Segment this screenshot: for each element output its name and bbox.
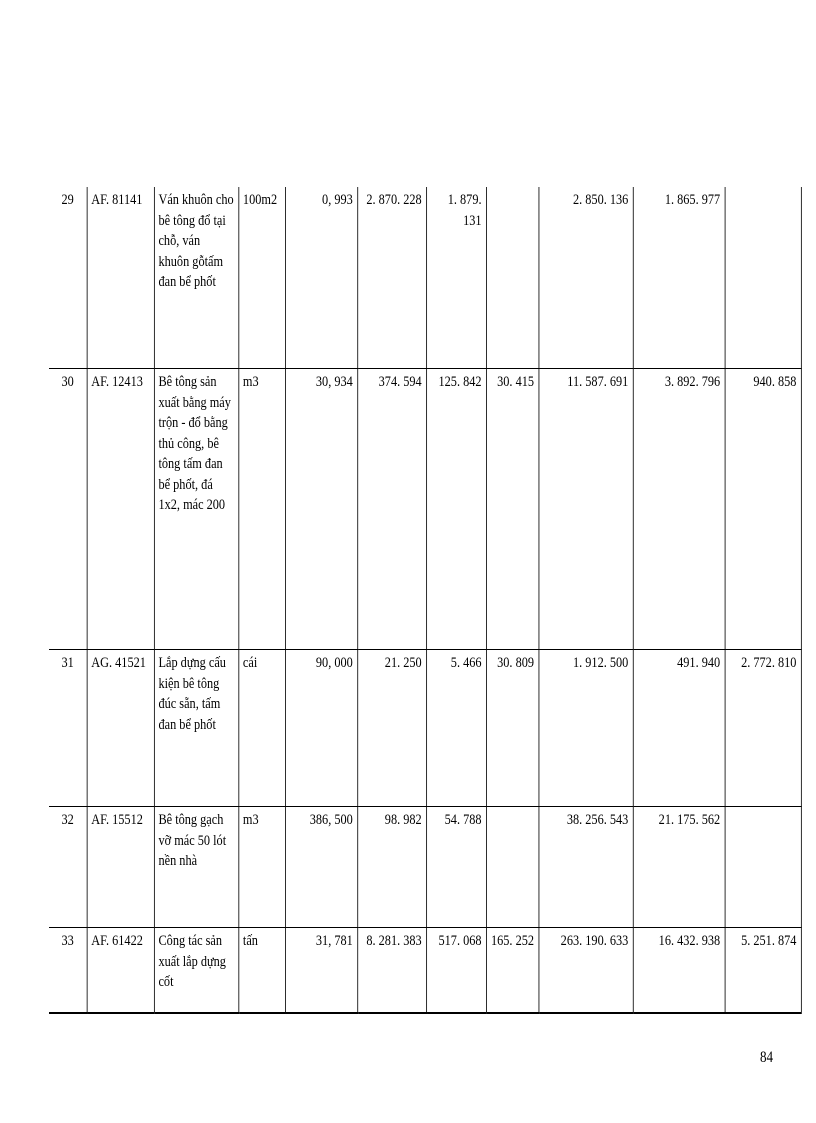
cost-machine: 5. 251. 874 [725,928,801,1014]
table-row [49,807,801,928]
work-description: Công tác sản xuất lắp dựng cốt [154,928,238,1014]
unit-price-machine: 30. 809 [486,650,538,807]
unit: m3 [238,807,285,928]
unit: 100m2 [238,187,285,369]
cost-material: 263. 190. 633 [539,928,633,1014]
cost-labor: 491. 940 [633,650,725,807]
cost-material: 2. 850. 136 [539,187,633,369]
quantity: 31, 781 [285,928,357,1014]
unit-price-labor: 5. 466 [426,650,486,807]
unit-price-labor: 54. 788 [426,807,486,928]
unit-price-material: 8. 281. 383 [357,928,426,1014]
cost-estimate-table [49,187,801,1014]
unit-price-labor: 1. 879. 131 [426,187,486,369]
quantity: 30, 934 [285,369,357,650]
row-number: 32 [49,807,87,928]
cost-machine: 2. 772. 810 [725,650,801,807]
cost-machine: 940. 858 [725,369,801,650]
norm-code: AF. 12413 [87,369,154,650]
quantity: 90, 000 [285,650,357,807]
quantity: 386, 500 [285,807,357,928]
unit-price-material: 2. 870. 228 [357,187,426,369]
cost-labor: 21. 175. 562 [633,807,725,928]
table-row [49,650,801,807]
cost-material: 38. 256. 543 [539,807,633,928]
cost-labor: 3. 892. 796 [633,369,725,650]
cost-labor: 1. 865. 977 [633,187,725,369]
quantity: 0, 993 [285,187,357,369]
table-row [49,369,801,650]
cost-machine [725,187,801,369]
unit-price-labor: 125. 842 [426,369,486,650]
cost-labor: 16. 432. 938 [633,928,725,1014]
work-description: Bê tông gạch vỡ mác 50 lót nền nhà [154,807,238,928]
row-number: 33 [49,928,87,1014]
page-number: 84 [760,1049,774,1066]
unit-price-machine: 30. 415 [486,369,538,650]
unit-price-material: 98. 982 [357,807,426,928]
row-number: 30 [49,369,87,650]
norm-code: AF. 15512 [87,807,154,928]
norm-code: AG. 41521 [87,650,154,807]
unit: cái [238,650,285,807]
unit-price-material: 374. 594 [357,369,426,650]
work-description: Bê tông sản xuất bằng máy trộn - đổ bằng thủ công, bê tông tấm đan bể phốt, đá 1x2, mác 200 [154,369,238,650]
unit-price-machine [486,807,538,928]
cost-machine [725,807,801,928]
unit-price-machine [486,187,538,369]
cost-material: 11. 587. 691 [539,369,633,650]
row-number: 29 [49,187,87,369]
unit: m3 [238,369,285,650]
work-description: Lắp dựng cấu kiện bê tông đúc sẵn, tấm đan bể phốt [154,650,238,807]
norm-code: AF. 61422 [87,928,154,1014]
row-number: 31 [49,650,87,807]
unit-price-labor: 517. 068 [426,928,486,1014]
norm-code: AF. 81141 [87,187,154,369]
work-description: Ván khuôn cho bê tông đổ tại chỗ, ván khuôn gỗtấm đan bể phốt [154,187,238,369]
unit: tấn [238,928,285,1014]
table-row [49,928,801,1014]
unit-price-material: 21. 250 [357,650,426,807]
table-row [49,187,801,369]
cost-material: 1. 912. 500 [539,650,633,807]
unit-price-machine: 165. 252 [486,928,538,1014]
